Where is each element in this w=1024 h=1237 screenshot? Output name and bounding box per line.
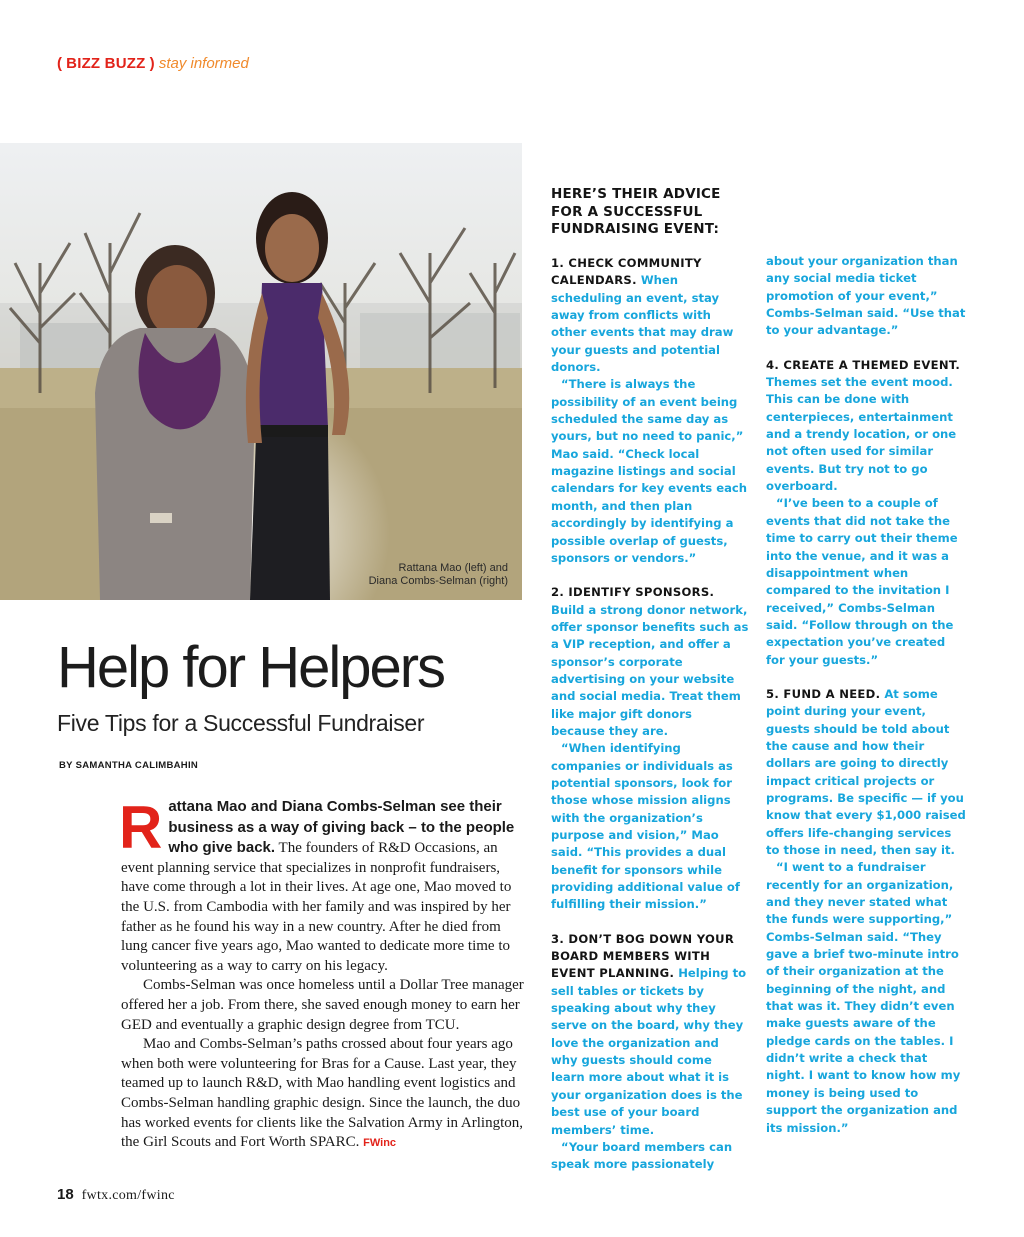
section-tag (57, 55, 249, 72)
tip-5-quote: “I went to a fundraiser recently for an organization, and they never stated what the funds were supporting,” Combs-Selman said. “They gave a brief two-minute intro of their organization at the beginning of the night, and that was it. They didn’t even make guests aware of the pledge cards on the tables. I didn’t write a check that night. I want to know how my money is being used to support the organization and its mission.” (766, 860, 961, 1135)
advice-column-1 (551, 255, 749, 1191)
end-sign: FWinc (363, 1137, 397, 1150)
article-byline: BY SAMANTHA CALIMBAHIN (59, 760, 199, 771)
tip-5-body: At some point during your event, guests should be told about the cause and how their dollars are going to directly impact critical projects or programs. Be specific — if you know that every $1,000 raised offers life-changing services to those in need, then say it. (766, 686, 966, 857)
advice-column-2 (766, 253, 966, 1154)
feature-photo (0, 143, 522, 600)
article-paragraph-1-text: The founders of R&D Occasions, an event planning service that specializes in nonprofit fundraisers, have come through a lot in their lives. At age one, Mao moved to the U.S. from Cambodia with her family and was inspired by her father as he found his way in a new country. After he died from lung cancer five years ago, Mao wanted to dedicate more time to volunteering as a way to carry on his legacy. (121, 840, 512, 974)
tip-2-quote: “When identifying companies or individuals as potential sponsors, look for those whose mission aligns with the organization’s purpose and vision,” Mao said. “This provides a dual benefit for sponsors while providing additional value of fulfilling their mission.” (551, 741, 740, 912)
page-number: 18 (57, 1186, 74, 1203)
article-paragraph-3 (121, 1035, 524, 1154)
tip-2-title: 2. IDENTIFY SPONSORS. (551, 585, 715, 600)
page-footer (57, 1186, 175, 1204)
tip-3-continued: about your organization than any social media ticket promotion of your event,” Combs-Selman said. “Use that to your advantage.” (766, 254, 966, 338)
section-name: BIZZ BUZZ (66, 55, 146, 72)
article-paragraph-2: Combs-Selman was once homeless until a Dollar Tree manager offered her a job. From there, she saved enough money to earn her GED and eventually a graphic design degree from TCU. (121, 977, 524, 1033)
advice-heading-line1: HERE’S THEIR ADVICE (551, 186, 721, 202)
advice-heading (551, 186, 721, 239)
photo-caption-line1: Rattana Mao (left) and (398, 562, 508, 574)
article-paragraph-3-text: Mao and Combs-Selman’s paths crossed about four years ago when both were volunteering for Bras for a Cause. Last year, they teamed up to launch R&D, with Mao handling event logistics and Combs-Selman handling graphic design. Since the launch, the duo has worked events for clients like the Salvation Army in Arlington, the Girl Scouts and Fort Worth SPARC. (121, 1036, 524, 1151)
tip-4-title: 4. CREATE A THEMED EVENT. (766, 357, 961, 372)
advice-heading-line2: FOR A SUCCESSFUL (551, 203, 703, 220)
footer-url: fwtx.com/fwinc (81, 1188, 175, 1203)
photo-illustration (0, 143, 522, 600)
tip-4-quote: “I’ve been to a couple of events that did not take the time to carry out their theme into the venue, and it was a disappointment when compared to the invitation I received,” Combs-Selman said. “Follow through on the expectation you’ve created for your guests.” (766, 496, 958, 667)
tip-5-title: 5. FUND A NEED. (766, 686, 881, 701)
tip-4 (766, 357, 966, 669)
tip-2 (551, 584, 749, 914)
tip-1-title: 1. CHECK COMMUNITY CALENDARS. (551, 256, 702, 288)
tip-1-body: When scheduling an event, stay away from conflicts with other events that may draw your guests and potential donors. (551, 273, 734, 375)
tip-2-body: Build a strong donor network, offer sponsor benefits such as a VIP reception, and offer a sponsor’s corporate advertising on your website and social media. Treat them like major gift donors because they are. (551, 602, 749, 738)
tip-3-quote: “Your board members can speak more passionately (551, 1139, 733, 1172)
tip-3 (551, 931, 749, 1174)
article-paragraph-1 (119, 794, 524, 976)
tip-3-title: 3. DON’T BOG DOWN YOUR BOARD MEMBERS WITH EVENT PLANNING. (551, 931, 735, 981)
tip-5 (766, 686, 966, 1137)
photo-caption-line2: Diana Combs-Selman (right) (368, 575, 508, 587)
article-lede: attana Mao and Diana Combs-Selman see their business as a way of giving back – to the people who give back. (168, 798, 515, 857)
advice-heading-line3: FUNDRAISING EVENT: (551, 221, 720, 237)
section-subtitle: stay informed (158, 55, 249, 72)
tip-1-quote: “There is always the possibility of an event being scheduled the same day as yours, but no need to panic,” Mao said. “Check local magazine listings and social calendars for key events each month, and then plan accordingly by identifying a possible overlap of guests, sponsors or vendors.” (551, 377, 748, 565)
section-close-bracket: ) (149, 55, 155, 72)
tip-4-body: Themes set the event mood. This can be done with centerpieces, entertainment and a trendy location, or one not often used for similar events. But try not to go overboard. (766, 375, 957, 494)
article-deck: Five Tips for a Successful Fundraiser (57, 710, 425, 736)
section-open-bracket: ( (57, 55, 62, 72)
article-headline: Help for Helpers (57, 635, 445, 700)
tip-3-body: Helping to sell tables or tickets by speaking about why they serve on the board, why they love the organization and why guests should come learn more about what it is your organization does is the best use of your board members’ time. (551, 966, 747, 1137)
article-body (119, 794, 524, 1154)
drop-cap: R (119, 794, 163, 861)
tip-1 (551, 255, 749, 567)
photo-caption (369, 562, 508, 588)
